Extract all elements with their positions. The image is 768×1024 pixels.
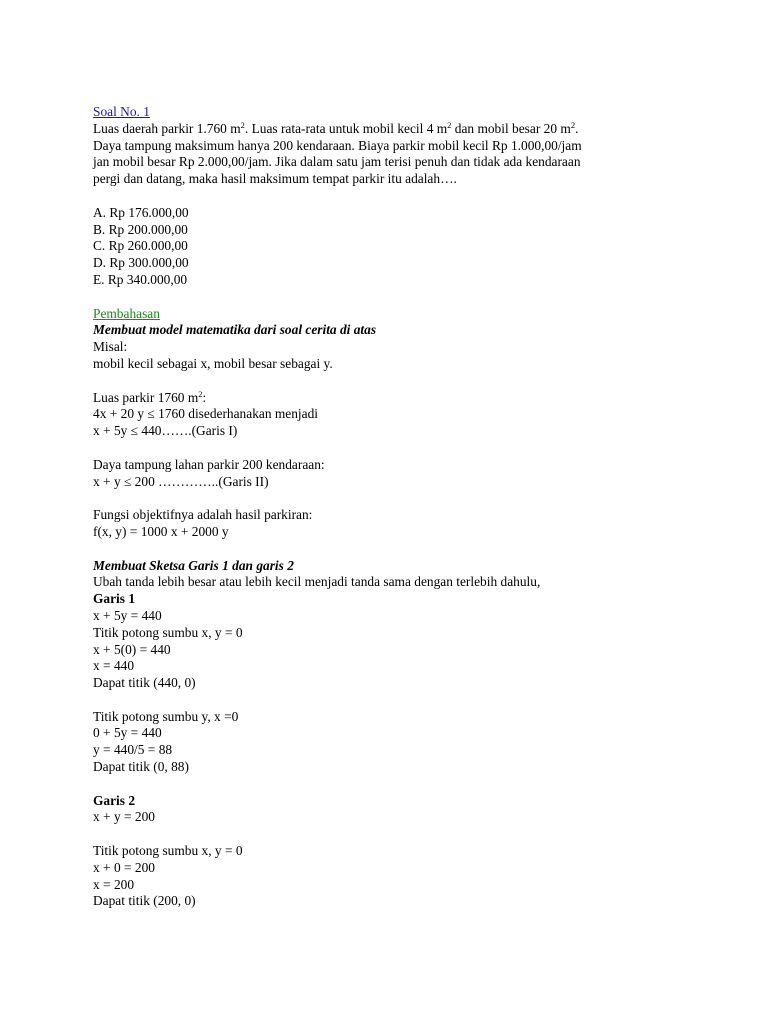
pembahasan-subtitle: Membuat model matematika dari soal cerita di atas [93,322,377,338]
sketsa-title: Membuat Sketsa Garis 1 dan garis 2 [93,557,294,573]
superscript: 2 [198,388,203,399]
misal-label: Misal: [93,339,128,355]
garis-2-line: x = 200 [93,876,135,892]
spacer [93,289,693,306]
garis-1-line: 0 + 5y = 440 [93,725,162,741]
superscript: 2 [447,119,452,130]
question-text: . Luas rata-rata untuk mobil kecil 4 m [244,120,448,136]
option-d: D. Rp 300.000,00 [93,255,189,271]
question-line-1 [93,121,693,138]
inequality-2: x + y ≤ 200 …………..(Garis II) [93,473,269,489]
question-text: . [575,120,579,136]
option-a: A. Rp 176.000,00 [93,204,189,220]
luas-parkir-line [93,390,693,407]
luas-text: : [202,389,207,405]
inequality-1-simplified: x + 5y ≤ 440…….(Garis I) [93,423,238,439]
spacer [93,490,693,507]
garis-2-equation: x + y = 200 [93,809,155,825]
daya-tampung-line: Daya tampung lahan parkir 200 kendaraan: [93,456,325,472]
spacer [93,373,693,390]
garis-1-line: Dapat titik (440, 0) [93,675,196,691]
luas-text: Luas parkir 1760 m [93,389,199,405]
garis-1-line: x + 5y = 440 [93,607,162,623]
question-line-3: jan mobil besar Rp 2.000,00/jam. Jika dalam satu jam terisi penuh dan tidak ada kendaraan [93,154,581,170]
fungsi-objektif-line: Fungsi objektifnya adalah hasil parkiran: [93,507,313,523]
garis-1-line: Titik potong sumbu y, x =0 [93,708,239,724]
soal-title-link[interactable]: Soal No. 1 [93,104,150,119]
garis-1-line: Dapat titik (0, 88) [93,759,189,775]
garis-1-line: y = 440/5 = 88 [93,742,173,758]
spacer [93,776,693,793]
garis-1-title: Garis 1 [93,591,136,607]
question-line-4: pergi dan datang, maka hasil maksimum tempat parkir itu adalah…. [93,171,457,187]
document-content [93,104,693,910]
inequality-1: 4x + 20 y ≤ 1760 disederhanakan menjadi [93,406,319,422]
misal-description: mobil kecil sebagai x, mobil besar sebagai y. [93,355,333,371]
garis-1-line: x = 440 [93,658,135,674]
spacer [93,188,693,205]
question-text: Luas daerah parkir 1.760 m [93,120,241,136]
superscript: 2 [570,119,576,130]
garis-1-line: x + 5(0) = 440 [93,641,171,657]
question-line-2: Daya tampung maksimum hanya 200 kendaraan. Biaya parkir mobil kecil Rp 1.000,00/jam [93,137,582,153]
spacer [93,440,693,457]
spacer [93,826,693,843]
garis-2-title: Garis 2 [93,792,136,808]
spacer [93,541,693,558]
spacer [93,692,693,709]
question-text: dan mobil besar 20 m [451,120,571,136]
superscript: 2 [240,119,245,130]
option-b: B. Rp 200.000,00 [93,221,188,237]
garis-2-line: Titik potong sumbu x, y = 0 [93,843,243,859]
garis-2-line: Dapat titik (200, 0) [93,893,196,909]
sketsa-intro: Ubah tanda lebih besar atau lebih kecil menjadi tanda sama dengan terlebih dahulu, [93,574,541,590]
garis-1-line: Titik potong sumbu x, y = 0 [93,624,243,640]
option-c: C. Rp 260.000,00 [93,238,188,254]
pembahasan-title-link[interactable]: Pembahasan [93,305,160,321]
option-e: E. Rp 340.000,00 [93,271,188,287]
fungsi-objektif-equation: f(x, y) = 1000 x + 2000 y [93,523,229,539]
garis-2-line: x + 0 = 200 [93,859,155,875]
